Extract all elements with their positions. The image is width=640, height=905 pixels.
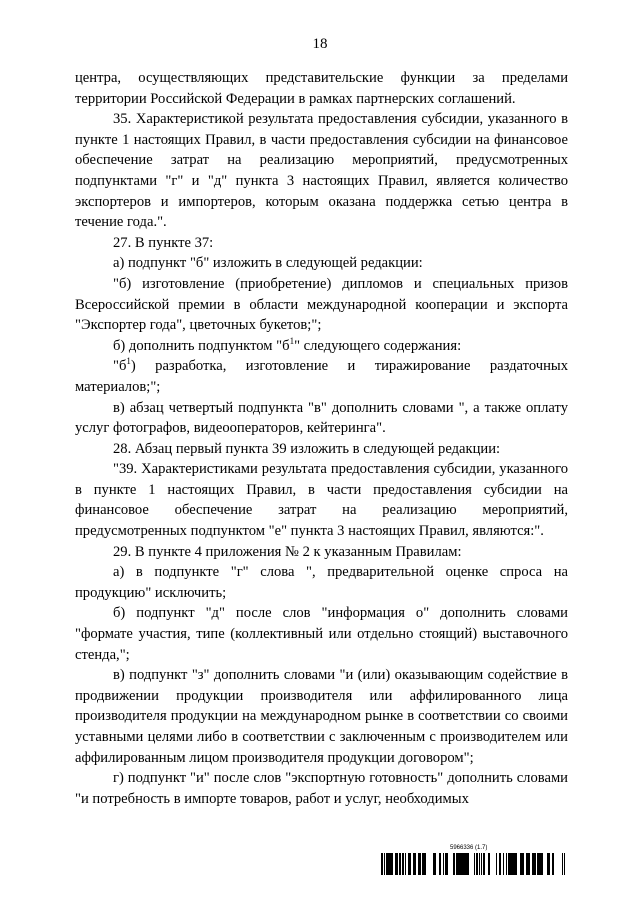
barcode-image [380,853,568,875]
page-number: 18 [312,36,328,52]
superscript: 1 [126,356,131,367]
paragraph [75,68,568,109]
paragraph-text: центра, осуществляющих представительские функции за пределами территории Российской Федерации в рамках партнерских соглашений. [75,70,568,107]
paragraph [75,233,568,254]
paragraph-text: 29. В пункте 4 приложения № 2 к указанным Правилам: [113,543,462,560]
paragraph [75,768,568,809]
paragraph-text: б) дополнить подпунктом "б [113,337,290,354]
paragraph-text: ) разработка, изготовление и тиражирование раздаточных материалов;"; [75,358,568,395]
paragraph-text: "б [113,358,127,375]
paragraph [75,439,568,460]
paragraph [75,542,568,563]
paragraph-text: 27. В пункте 37: [113,234,214,251]
paragraph-text: 28. Абзац первый пункта 39 изложить в следующей редакции: [113,440,501,457]
paragraph-text: "39. Характеристиками результата предоставления субсидии, указанного в пункте 1 настоящих Правил, в части предоставления субсидии на финансовое обеспечение затрат на реализацию мероприятий, предусмотренных подпунктом "е" пункта 3 настоящих Правил, являются:". [75,461,568,540]
paragraph [75,459,568,541]
document-code: 5966336 (1.7) [450,845,488,851]
paragraph [75,336,568,357]
paragraph-text: а) подпункт "б" изложить в следующей редакции: [113,255,423,272]
paragraph [75,109,568,233]
body-text [75,68,568,809]
paragraph [75,398,568,439]
paragraph-text: б) подпункт "д" после слов "информация о" дополнить словами "формате участия, типе (коллективный или отдельно стоящий) выставочного стенда,"; [75,605,568,663]
paragraph-text: в) подпункт "з" дополнить словами "и (или) оказывающим содействие в продвижении продукции производителя или аффилированного лица производителя продукции на международном рынке в соответствии со своими уставными целями либо в соответствии с заключенным с производителем или аффилированным лицом производителя продукции договором"; [75,667,568,766]
paragraph [75,603,568,665]
paragraph [75,253,568,274]
paragraph [75,562,568,603]
footer [380,845,568,875]
paragraph-text: г) подпункт "и" после слов "экспортную готовность" дополнить словами "и потребность в импорте товаров, работ и услуг, необходимых [75,770,568,807]
paragraph-text: в) абзац четвертый подпункта "в" дополнить словами ", а также оплату услуг фотографов, видеооператоров, кейтеринга". [75,399,568,437]
paragraph-text: "б) изготовление (приобретение) дипломов и специальных призов Всероссийской премии в области международной кооперации и экспорта "Экспортер года", цветочных букетов;"; [75,275,568,334]
superscript: 1 [289,335,295,346]
paragraph-text: 35. Характеристикой результата предоставления субсидии, указанного в пункте 1 настоящих Правил, в части предоставления субсидии на финансовое обеспечение затрат на реализацию мероприятий, предусмотренных подпунктами "г" и "д" пункта 3 настоящих Правил, является количество экспортеров и импортеров, которым оказана поддержка сетью центра в течение года.". [75,111,568,231]
paragraph [75,274,568,336]
paragraph-text: " следующего содержания: [294,337,462,354]
paragraph [75,356,568,397]
paragraph-text: а) в подпункте "г" слова ", предварительной оценке спроса на продукцию" исключить; [75,564,568,601]
paragraph [75,665,568,768]
